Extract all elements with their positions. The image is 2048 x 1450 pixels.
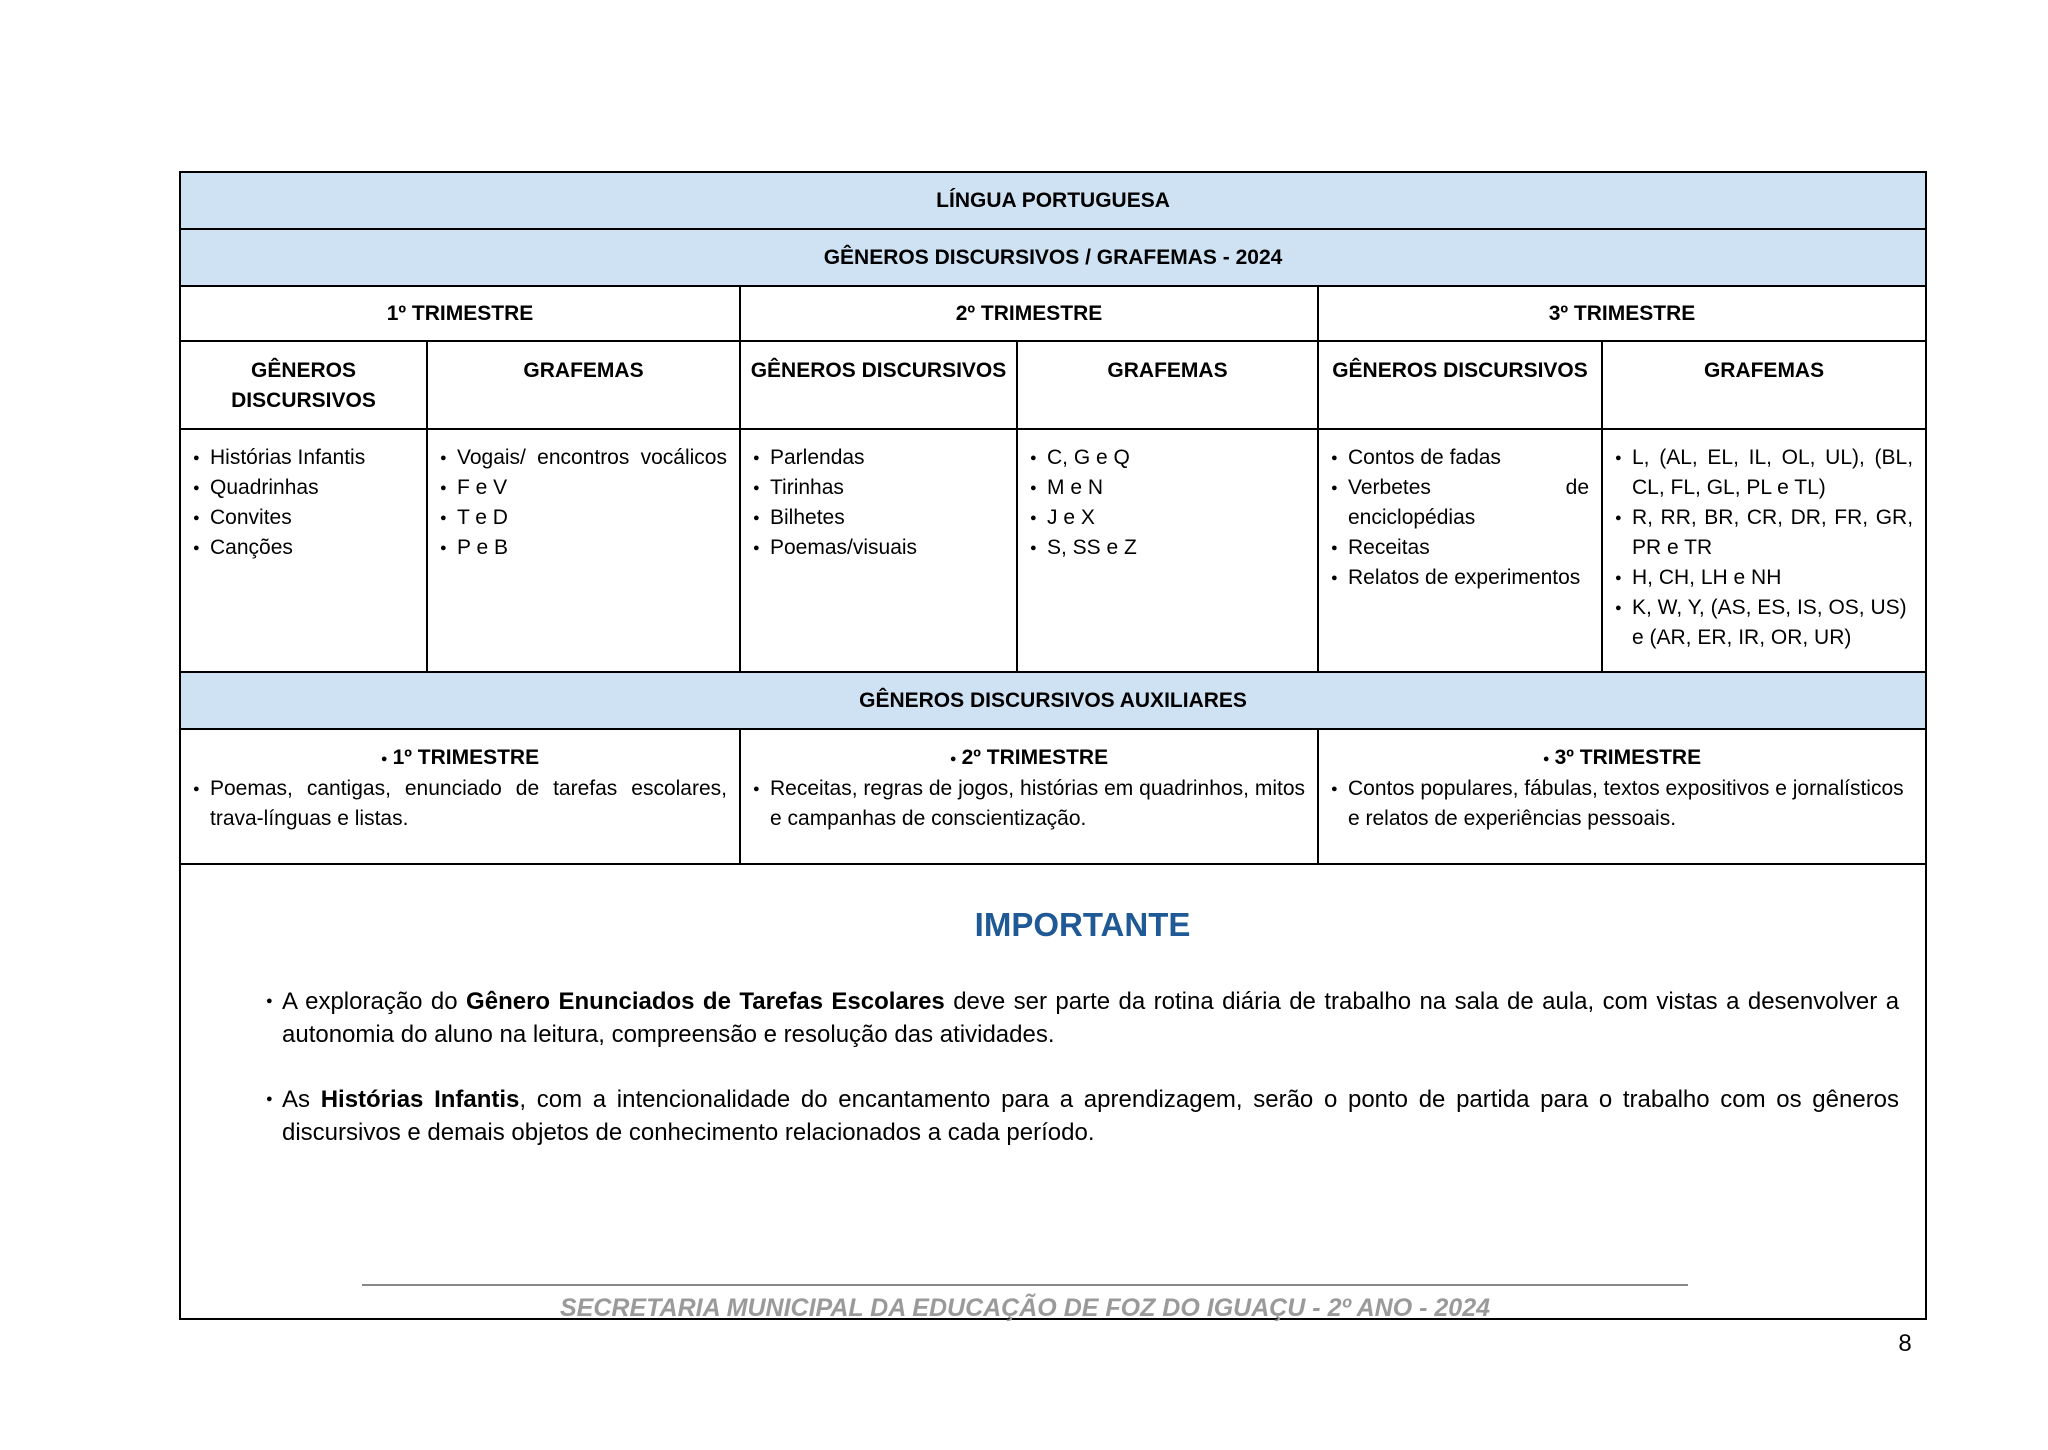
list-item: ● P e B — [440, 533, 727, 563]
grafemas-list-1 — [440, 443, 727, 563]
list-item: ● K, W, Y, (AS, ES, IS, OS, US) e (AR, ER, IR, OR, UR) — [1615, 593, 1913, 653]
list-item: ● R, RR, BR, CR, DR, FR, GR, PR e TR — [1615, 503, 1913, 563]
list-item: ● Receitas — [1331, 533, 1589, 563]
list-item: ● J e X — [1030, 503, 1305, 533]
table-title: LÍNGUA PORTUGUESA — [180, 172, 1926, 229]
importante-section — [180, 864, 1926, 1319]
table-subtitle: GÊNEROS DISCURSIVOS / GRAFEMAS - 2024 — [180, 229, 1926, 286]
auxiliares-title-3: ● 3º TRIMESTRE — [1542, 746, 1702, 769]
auxiliares-title-2: ● 2º TRIMESTRE — [949, 746, 1109, 769]
footer-divider — [362, 1284, 1688, 1286]
list-item: ● Bilhetes — [753, 503, 1004, 533]
auxiliares-cell-3 — [1318, 729, 1926, 864]
auxiliares-cell-2 — [740, 729, 1318, 864]
list-item: ● Vogais/ encontros vocálicos — [440, 443, 727, 473]
generos-list-2 — [753, 443, 1004, 563]
grafemas-list-cell-3 — [1602, 429, 1926, 672]
trimester-1-header: 1º TRIMESTRE — [180, 286, 740, 341]
list-item: ● T e D — [440, 503, 727, 533]
grafemas-list-2 — [1030, 443, 1305, 563]
page-number: 8 — [1898, 1330, 1912, 1357]
generos-list-1 — [193, 443, 414, 563]
column-header-generos-2: GÊNEROS DISCURSIVOS — [740, 341, 1017, 429]
generos-list-cell-2 — [740, 429, 1017, 672]
list-item: ● Histórias Infantis — [193, 443, 414, 473]
curriculum-table — [179, 171, 1927, 1320]
list-item: ● Poemas/visuais — [753, 533, 1004, 563]
list-item: ● L, (AL, EL, IL, OL, UL), (BL, CL, FL, GL, PL e TL) — [1615, 443, 1913, 503]
list-item: ● Contos populares, fábulas, textos expositivos e jornalísticos e relatos de experiências pessoais. — [1331, 774, 1913, 834]
auxiliares-cell-1 — [180, 729, 740, 864]
importante-paragraph-2: ● As Histórias Infantis, com a intencionalidade do encantamento para a aprendizagem, serão o ponto de partida para o trabalho com os gêneros discursivos e demais objetos de conhecimento relacionados a cada período. — [266, 1083, 1899, 1149]
list-item: ● H, CH, LH e NH — [1615, 563, 1913, 593]
column-header-generos-1: GÊNEROS DISCURSIVOS — [180, 341, 427, 429]
importante-title: IMPORTANTE — [974, 906, 1191, 943]
auxiliares-header: GÊNEROS DISCURSIVOS AUXILIARES — [180, 672, 1926, 729]
column-header-grafemas-3: GRAFEMAS — [1602, 341, 1926, 429]
list-item: ● F e V — [440, 473, 727, 503]
footer-text: SECRETARIA MUNICIPAL DA EDUCAÇÃO DE FOZ DO IGUAÇU - 2º ANO - 2024 — [559, 1294, 1491, 1322]
generos-list-cell-1 — [180, 429, 427, 672]
list-item: ● Canções — [193, 533, 414, 563]
list-item: ● Relatos de experimentos — [1331, 563, 1589, 593]
generos-list-3 — [1331, 443, 1589, 593]
list-item: ● Poemas, cantigas, enunciado de tarefas escolares, trava-línguas e listas. — [193, 774, 727, 834]
column-header-grafemas-2: GRAFEMAS — [1017, 341, 1318, 429]
trimester-2-header: 2º TRIMESTRE — [740, 286, 1318, 341]
list-item: ● Tirinhas — [753, 473, 1004, 503]
grafemas-list-cell-1 — [427, 429, 740, 672]
generos-list-cell-3 — [1318, 429, 1602, 672]
list-item: ● Parlendas — [753, 443, 1004, 473]
trimester-3-header: 3º TRIMESTRE — [1318, 286, 1926, 341]
list-item: ● Verbetes de enciclopédias — [1331, 473, 1589, 533]
list-item: ● C, G e Q — [1030, 443, 1305, 473]
column-header-generos-3: GÊNEROS DISCURSIVOS — [1318, 341, 1602, 429]
list-item: ● S, SS e Z — [1030, 533, 1305, 563]
list-item: ● Quadrinhas — [193, 473, 414, 503]
list-item: ● Receitas, regras de jogos, histórias em quadrinhos, mitos e campanhas de conscientização. — [753, 774, 1305, 834]
auxiliares-title-1: ● 1º TRIMESTRE — [380, 746, 540, 769]
grafemas-list-cell-2 — [1017, 429, 1318, 672]
importante-paragraph-1: ● A exploração do Gênero Enunciados de Tarefas Escolares deve ser parte da rotina diária de trabalho na sala de aula, com vistas a desenvolver a autonomia do aluno na leitura, compreensão e resolução das atividades. — [266, 985, 1899, 1051]
list-item: ● Convites — [193, 503, 414, 533]
list-item: ● M e N — [1030, 473, 1305, 503]
list-item: ● Contos de fadas — [1331, 443, 1589, 473]
grafemas-list-3 — [1615, 443, 1913, 653]
column-header-grafemas-1: GRAFEMAS — [427, 341, 740, 429]
